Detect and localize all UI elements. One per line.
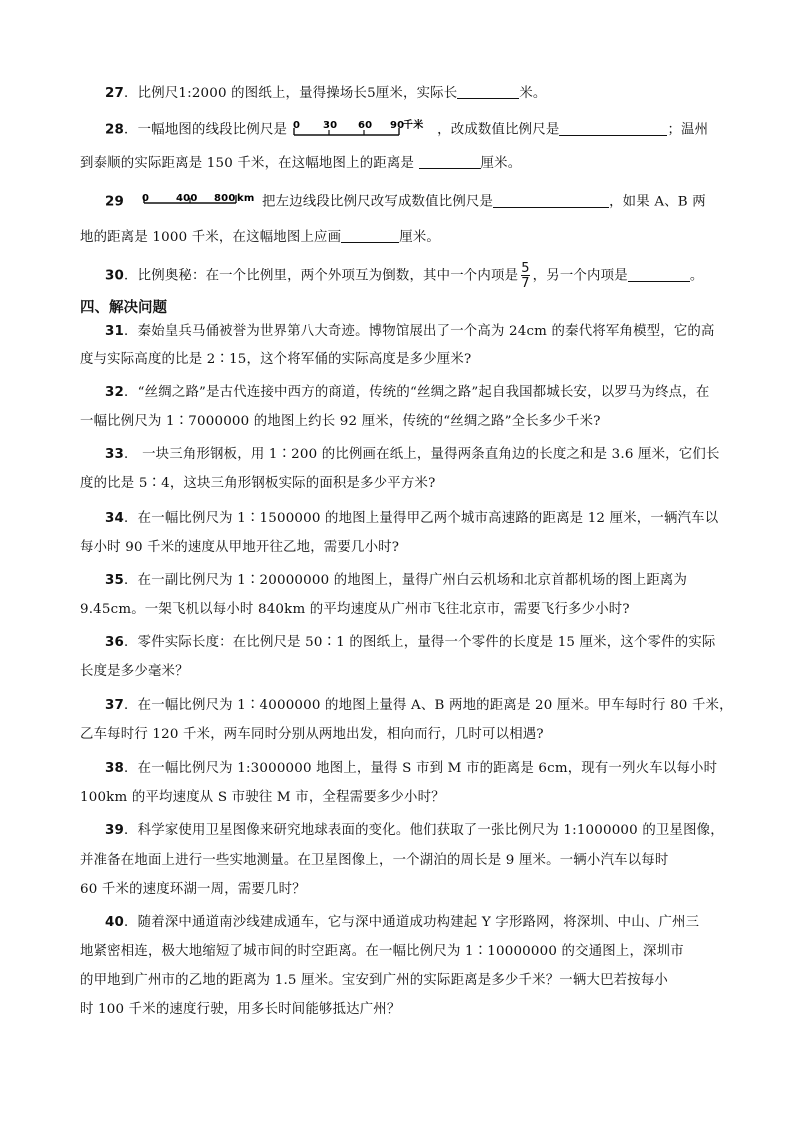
question-40-line-4: 时 100 千米的速度行驶，用多长时间能够抵达广州？	[80, 1002, 401, 1017]
scale-label: 90	[390, 120, 405, 131]
question-number: 35	[105, 573, 125, 588]
answer-blank[interactable]	[628, 267, 690, 282]
question-text: ．“丝绸之路”是古代连接中西方的商道，传统的“丝绸之路”起自我国都城长安，以罗马为终点，在	[124, 385, 710, 400]
question-37	[105, 697, 733, 715]
question-27	[105, 84, 725, 103]
question-number: 28	[105, 122, 125, 138]
question-number: 39	[105, 823, 125, 838]
question-number: 31	[105, 324, 125, 339]
question-31-line-2: 度与实际高度的比是 2∶15，这个将军俑的实际高度是多少厘米?	[80, 352, 472, 367]
question-33	[105, 446, 725, 464]
scale-label: 0	[142, 193, 150, 204]
scale-label: 400	[176, 193, 198, 204]
question-text: 米。	[519, 86, 547, 101]
scale-label: 0	[293, 120, 301, 131]
question-text: ．在一幅比例尺为 1:3000000 地图上，量得 S 市到 M 市的距离是 6cm，现有一列火车以每小时	[124, 761, 718, 776]
question-text: ．比例尺1:2000 的图纸上，量得操场长5厘米，实际长	[124, 86, 458, 101]
question-text: ．一幅地图的线段比例尺是	[124, 122, 288, 138]
question-40-line-2: 地紧密相连，极大地缩短了城市间的时空距离。在一幅比例尺为 1∶10000000 的交通图上，深圳市	[80, 944, 684, 959]
question-text: ，改成数值比例尺是	[437, 122, 560, 138]
question-text: ；温州	[667, 122, 709, 138]
answer-blank[interactable]	[419, 154, 481, 169]
question-text: 。	[689, 268, 704, 284]
scale-unit: 千米	[403, 120, 424, 131]
question-31	[105, 323, 725, 341]
question-text: 到泰顺的实际距离是 150 千米，在这幅地图上的距离是	[80, 156, 415, 171]
question-39-line-2: 并准备在地面上进行一些实地测量。在卫星图像上，一个湖泊的周长是 9 厘米。一辆小汽车以每时	[80, 853, 669, 868]
question-text: ，如果 A、B 两	[609, 194, 706, 210]
question-37-line-2: 乙车每时行 120 千米，两车同时分别从两地出发，相向而行，几时可以相遇?	[80, 727, 544, 742]
question-28-line-2	[80, 154, 700, 173]
question-number: 32	[105, 385, 125, 400]
question-text: ．随着深中通道南沙线建成通车，它与深中通道成功构建起 Y 字形路网，将深圳、中山、广州三	[124, 915, 700, 930]
question-text: 厘米。	[399, 230, 441, 245]
question-32	[105, 384, 725, 402]
question-text: 厘米。	[480, 156, 522, 171]
question-text: ．在一副比例尺为 1∶20000000 的地图上，量得广州白云机场和北京首都机场的图上距离为	[124, 573, 688, 588]
question-40	[105, 914, 725, 932]
question-39-line-3: 60 千米的速度环湖一周，需要几时？	[80, 882, 306, 897]
answer-blank[interactable]	[341, 228, 399, 243]
question-33-line-2: 度的比是 5∶4，这块三角形钢板实际的面积是多少平方米?	[80, 476, 436, 491]
question-32-line-2: 一幅比例尺为 1∶7000000 的地图上约长 92 厘米，传统的“丝绸之路”全长多少千米?	[80, 414, 601, 429]
scale-label: 30	[323, 120, 338, 131]
question-30	[105, 262, 725, 290]
question-40-line-3: 的甲地到广州市的乙地的距离为 1.5 厘米。宝安到广州的实际距离是多少千米？一辆大巴若按每小	[80, 973, 669, 988]
question-number: 30	[105, 268, 125, 284]
question-text: 地的距离是 1000 千米，在这幅地图上应画	[80, 230, 342, 245]
fraction-denominator: 7	[521, 276, 530, 291]
question-text: ．在一幅比例尺为 1∶1500000 的地图上量得甲乙两个城市高速路的距离是 12 厘米，一辆汽车以	[124, 511, 719, 526]
question-number: 40	[105, 915, 125, 930]
question-number: 33	[105, 447, 125, 462]
fraction	[521, 262, 529, 290]
question-35	[105, 572, 725, 590]
question-text: ． 一块三角形钢板，用 1∶200 的比例画在纸上，量得两条直角边的长度之和是 3.6 厘米，它们长	[124, 447, 720, 462]
line-scale-bar	[291, 119, 433, 141]
question-text: 把左边线段比例尺改写成数值比例尺是	[262, 194, 494, 210]
question-text: ．秦始皇兵马俑被誉为世界第八大奇迹。博物馆展出了一个高为 24cm 的秦代将军角模型，它的高	[124, 324, 715, 339]
question-number: 29	[105, 194, 125, 210]
question-36	[105, 634, 725, 652]
scale-label: 800	[214, 193, 236, 204]
section-heading: 四、解决问题	[80, 300, 167, 316]
question-35-line-2: 9.45cm。一架飞机以每小时 840km 的平均速度从广州市飞往北京市，需要飞行多少小时?	[80, 602, 630, 617]
answer-blank[interactable]	[493, 193, 609, 208]
answer-blank[interactable]	[559, 121, 667, 136]
line-scale-bar	[140, 191, 258, 213]
question-number: 34	[105, 511, 125, 526]
question-number: 27	[105, 86, 125, 101]
question-29	[105, 191, 725, 213]
question-39	[105, 822, 725, 840]
scale-label: 60	[358, 120, 373, 131]
answer-blank[interactable]	[457, 84, 519, 99]
question-34-line-2: 每小时 90 千米的速度从甲地开往乙地，需要几小时?	[80, 540, 400, 555]
question-text: ．在一幅比例尺为 1∶4000000 的地图上量得 A、B 两地的距离是 20 厘米。甲车每时行 80 千米，	[124, 698, 733, 713]
question-number: 36	[105, 635, 125, 650]
question-number: 38	[105, 761, 125, 776]
question-text: ，另一个内项是	[532, 268, 628, 284]
question-number: 37	[105, 698, 125, 713]
question-38	[105, 760, 725, 778]
scale-unit: km	[237, 193, 255, 204]
question-28	[105, 119, 725, 141]
question-34	[105, 510, 725, 528]
question-38-line-2: 100km 的平均速度从 S 市驶往 M 市，全程需要多少小时？	[80, 790, 445, 805]
question-text: ．科学家使用卫星图像来研究地球表面的变化。他们获取了一张比例尺为 1:1000000 的卫星图像，	[124, 823, 724, 838]
question-29-line-2	[80, 228, 700, 247]
question-36-line-2: 长度是多少毫米？	[80, 664, 189, 679]
question-text: ．零件实际长度：在比例尺是 50∶1 的图纸上，量得一个零件的长度是 15 厘米，这个零件的实际	[124, 635, 716, 650]
fraction-numerator: 5	[521, 261, 530, 276]
question-text: ．比例奥秘：在一个比例里，两个外项互为倒数，其中一个内项是	[124, 268, 519, 284]
